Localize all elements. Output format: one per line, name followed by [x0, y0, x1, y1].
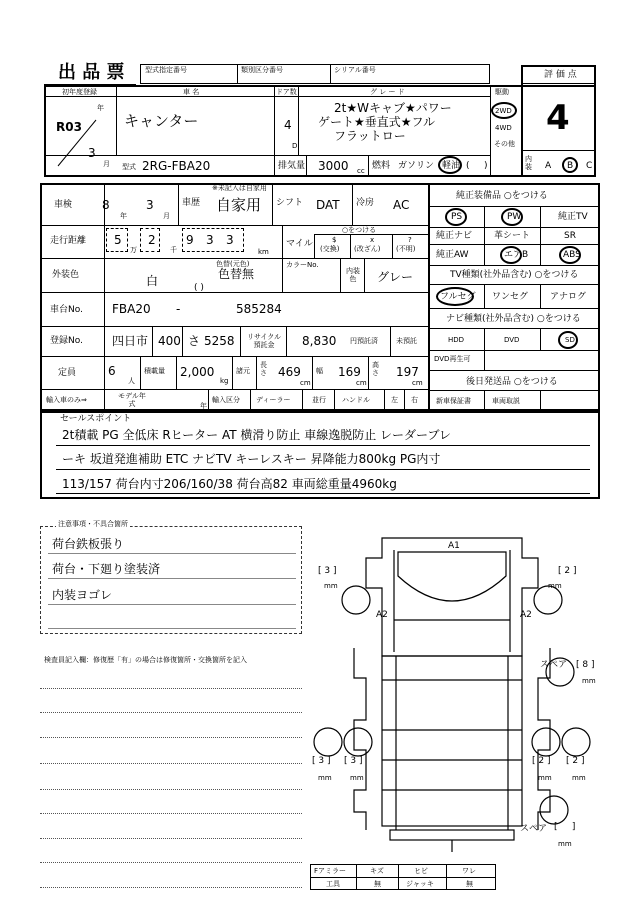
eq-airbag-circle [500, 246, 522, 264]
eq-sr: SR [564, 231, 576, 241]
import-type-dealer: ディーラー [256, 396, 291, 404]
spare-label-2: スペア [520, 824, 548, 834]
tread-rear-left-2: [ 3 ] [344, 756, 363, 766]
notes-label: 注意事項・不具合箇所 [58, 520, 128, 528]
tread-unit-rr2: mm [572, 774, 586, 782]
inspection-label: 車検 [54, 200, 73, 210]
interior-grade-b: B [567, 161, 574, 171]
shift-label: シフト [276, 198, 304, 208]
capacity-unit: 人 [128, 377, 135, 385]
fuel-paren-open: ( [466, 161, 470, 171]
inspection-year-unit: 年 [120, 212, 127, 220]
eq-ps: PS [451, 212, 463, 222]
navi-dvd: DVD [504, 336, 520, 344]
chassis-dash: - [176, 302, 181, 316]
cooler-value: AC [393, 198, 410, 212]
note-line-1: 荷台鉄板張り [52, 537, 125, 551]
navi-title: ナビ種類(社外品含む) ○をつける [446, 314, 581, 324]
recycle-unpaid: 未預託 [396, 337, 417, 345]
reg-kana: さ [188, 334, 201, 348]
sales-line-3: 113/157 荷台内寸206/160/38 荷台高82 車両総重量4960kg [62, 477, 397, 491]
later-manual: 車両取説 [492, 397, 520, 405]
fuel-label: 燃料 [372, 161, 391, 171]
serial-label: シリアル番号 [334, 66, 376, 74]
recycle-paid: 円預託済 [350, 337, 378, 345]
first-reg-label: 初年度登録 [62, 88, 97, 96]
inspection-year: 8 [102, 198, 110, 212]
import-type-parallel: 並行 [312, 396, 326, 404]
reg-number: 5258 [204, 334, 235, 348]
vehicle-name: キャンター [124, 112, 199, 130]
length-label: 長さ [260, 361, 267, 377]
capacity-value: 6 [108, 364, 116, 378]
import-label: 輸入車のみ⇒ [46, 396, 87, 404]
eq-abs-circle [559, 246, 581, 264]
reg-area: 四日市 [112, 334, 149, 348]
handle-right: 右 [411, 396, 418, 404]
exterior-color: 白 [146, 274, 159, 288]
sales-line-2: ーキ 坂道発進補助 ETC ナビTV キーレスキー 昇降能力800kg PG内寸 [62, 452, 441, 466]
history-label: 車歴 [182, 198, 201, 208]
sales-points-label: セールスポイント [60, 414, 132, 424]
meter-opt-dollar: $ [332, 236, 337, 244]
tv-fullseg-circle [436, 287, 474, 306]
genuine-title: 純正装備品 ○をつける [456, 191, 548, 201]
grade-line-1: 2t★Wキャブ★パワー [334, 101, 452, 115]
reg-era: R03 [56, 120, 82, 134]
inspection-month: 3 [146, 198, 154, 212]
drive-4wd: 4WD [495, 124, 512, 132]
damage-a2-right: A2 [520, 610, 532, 620]
tread-unit-fl: mm [324, 582, 338, 590]
interior-grade-a: A [545, 161, 552, 171]
meter-note: ○をつける [342, 226, 377, 234]
mileage-digit-5: 3 [226, 233, 234, 247]
mileage-digit-2: 2 [148, 233, 156, 247]
spare-label-1: スペア [540, 660, 568, 670]
mileage-digit-3: 9 [186, 233, 194, 247]
mileage-unit-sen: 千 [170, 246, 177, 254]
grade-label: グ レ ー ド [370, 88, 405, 96]
width-label: 幅 [316, 367, 323, 375]
interior-grade-b-circle [562, 157, 578, 173]
fuel-paren-close: ) [484, 161, 488, 171]
meter-opt-unknown: (不明) [396, 245, 416, 253]
eq-leather: 革シート [494, 231, 531, 241]
history-value: 自家用 [216, 196, 262, 214]
eval-score: 4 [546, 98, 570, 138]
load-value: 2,000 [180, 365, 215, 379]
inspector-label: 検査員記入欄：修復歴「有」の場合は修復箇所・交換箇所を記入 [44, 656, 247, 664]
cooler-label: 冷房 [356, 198, 375, 208]
reg-month: 3 [88, 146, 96, 160]
reg-class: 400 [158, 334, 181, 348]
mileage-label: 走行距離 [50, 236, 87, 246]
displacement-label: 排気量 [278, 161, 306, 171]
navi-sd: SD [565, 336, 575, 344]
chassis-label: 車台No. [50, 305, 83, 315]
color-no-label: カラーNo. [286, 261, 319, 269]
height-value: 197 [396, 365, 419, 379]
model-year-unit: 年 [200, 402, 207, 410]
drive-other: その他 [494, 140, 515, 148]
drive-2wd: 2WD [495, 107, 512, 115]
form-title: 出 品 票 [58, 62, 125, 83]
eq-genuine-aw: 純正AW [436, 250, 469, 260]
fuel-gasoline: ガソリン [398, 161, 435, 171]
fuel-diesel-circle [438, 156, 462, 174]
exterior-label: 外装色 [52, 270, 80, 280]
type-spec-label: 型式指定番号 [145, 66, 187, 74]
eq-genuine-navi: 純正ナビ [436, 231, 473, 241]
model-label: 型式 [122, 163, 136, 171]
meter-opt-tamper: (改ざん) [354, 245, 381, 253]
class-label: 類別区分番号 [241, 66, 283, 74]
tv-fullseg: フルセグ [440, 292, 476, 302]
vehicle-diagram [310, 530, 610, 870]
grade-line-3: フラットロー [334, 129, 406, 143]
dims-label: 諸元 [236, 367, 250, 375]
legend-h-crack: ヒビ [414, 867, 428, 875]
drive-label: 駆動 [495, 88, 509, 96]
mileage-digit-1: 5 [114, 233, 122, 247]
register-note: ※未記入は自家用 [212, 184, 267, 192]
legend-h-mirror: Fアミラー [314, 867, 347, 875]
eval-label: 評 価 点 [544, 70, 577, 80]
tread-front-right: [ 2 ] [558, 566, 577, 576]
load-label: 積載量 [144, 367, 165, 375]
load-unit: kg [220, 377, 229, 385]
eq-pw-circle [501, 208, 523, 226]
doors-unit: D [292, 142, 298, 150]
interior-grade-label: 内装 [525, 155, 532, 171]
tv-analog: アナログ [550, 292, 587, 302]
sales-line-1: 2t積載 PG 全低床 Rヒーター AT 横滑り防止 車線逸脱防止 レーダーブレ [62, 428, 451, 442]
tread-rear-left-1: [ 3 ] [312, 756, 331, 766]
legend-jack-none: 無 [466, 880, 473, 888]
chassis-number: 585284 [236, 302, 282, 316]
displacement-value: 3000 [318, 159, 349, 173]
length-value: 469 [278, 365, 301, 379]
length-unit: cm [300, 379, 311, 387]
later-title: 後日発送品 ○をつける [466, 377, 558, 387]
month-unit: 月 [103, 160, 110, 168]
shift-value: DAT [316, 198, 340, 212]
recycle-value: 8,830 [302, 334, 337, 348]
width-value: 169 [338, 365, 361, 379]
meter-opt-q: ? [408, 236, 412, 244]
spare-unit-1: mm [582, 677, 596, 685]
eq-abs: ABS [563, 250, 581, 260]
spare-unit-2: mm [558, 840, 572, 848]
top-code-box [140, 64, 490, 84]
color-no-header: 色替(元色) [216, 260, 250, 268]
meter-label: マイル [286, 239, 313, 249]
inspection-month-unit: 月 [163, 212, 170, 220]
tread-unit-fr: mm [548, 582, 562, 590]
legend-jack: ジャッキ [406, 880, 434, 888]
tv-oneseg: ワンセグ [492, 292, 529, 302]
tread-unit-rl2: mm [350, 774, 364, 782]
tread-rear-right-2: [ 2 ] [566, 756, 585, 766]
model-year-label: モデル年式 [118, 392, 146, 408]
height-unit: cm [412, 379, 423, 387]
mileage-unit-km: km [258, 248, 269, 256]
handle-label: ハンドル [342, 396, 370, 404]
mileage-digit-4: 3 [206, 233, 214, 247]
drive-2wd-circle [491, 102, 517, 119]
chassis-prefix: FBA20 [112, 302, 151, 316]
year-unit: 年 [97, 104, 104, 112]
mileage-unit-man: 万 [130, 246, 137, 254]
meter-opt-x: x [370, 236, 375, 244]
legend-h-break: ワレ [462, 867, 476, 875]
navi-hdd: HDD [448, 336, 465, 344]
legend-tools: 工具 [326, 880, 340, 888]
tread-unit-rl1: mm [318, 774, 332, 782]
color-paren: ( ) [194, 283, 204, 293]
interior-color: グレー [377, 270, 414, 284]
tread-front-left: [ 3 ] [318, 566, 337, 576]
note-line-2: 荷台・下廻り塗装済 [52, 562, 161, 576]
handle-left: 左 [391, 396, 398, 404]
tread-rear-right-1: [ 2 ] [532, 756, 551, 766]
name-label: 車 名 [183, 88, 200, 96]
spare-value-1: [ 8 ] [576, 660, 595, 670]
height-label: 高さ [372, 361, 379, 377]
eq-pw: PW [507, 212, 522, 222]
interior-grade-c: C [586, 161, 593, 171]
recycle-label: リサイクル預託金 [246, 333, 282, 349]
displacement-unit: cc [357, 167, 365, 175]
model-value: 2RG-FBA20 [142, 159, 211, 173]
legend-h-scratch: キズ [370, 867, 384, 875]
spare-value-2: [ ] [554, 822, 576, 832]
later-warranty: 新車保証書 [436, 397, 471, 405]
interior-color-label: 内装色 [346, 267, 360, 283]
tv-title: TV種類(社外品含む) ○をつける [450, 270, 579, 280]
meter-opt-exchange: (交換) [320, 245, 340, 253]
import-type-label: 輸入区分 [212, 396, 240, 404]
width-unit: cm [356, 379, 367, 387]
capacity-label: 定員 [58, 368, 77, 378]
grade-line-2: ゲート★垂直式★フル [318, 115, 436, 129]
dvd-play-label: DVD再生可 [434, 355, 471, 363]
doors-label: ドア数 [276, 88, 297, 96]
note-line-3: 内装ヨゴレ [52, 588, 113, 602]
eq-airbag: エアB [504, 250, 529, 260]
eq-genuine-tv: 純正TV [558, 212, 588, 222]
navi-sd-circle [558, 331, 578, 349]
registration-label: 登録No. [50, 336, 83, 346]
tread-unit-rr1: mm [538, 774, 552, 782]
damage-a1: A1 [448, 541, 460, 551]
legend-tools-none: 無 [374, 880, 381, 888]
fuel-diesel: 軽油 [442, 161, 461, 171]
damage-a2-left: A2 [376, 610, 388, 620]
eq-ps-circle [445, 208, 467, 226]
color-change: 色替無 [218, 267, 255, 281]
doors-value: 4 [284, 118, 292, 132]
